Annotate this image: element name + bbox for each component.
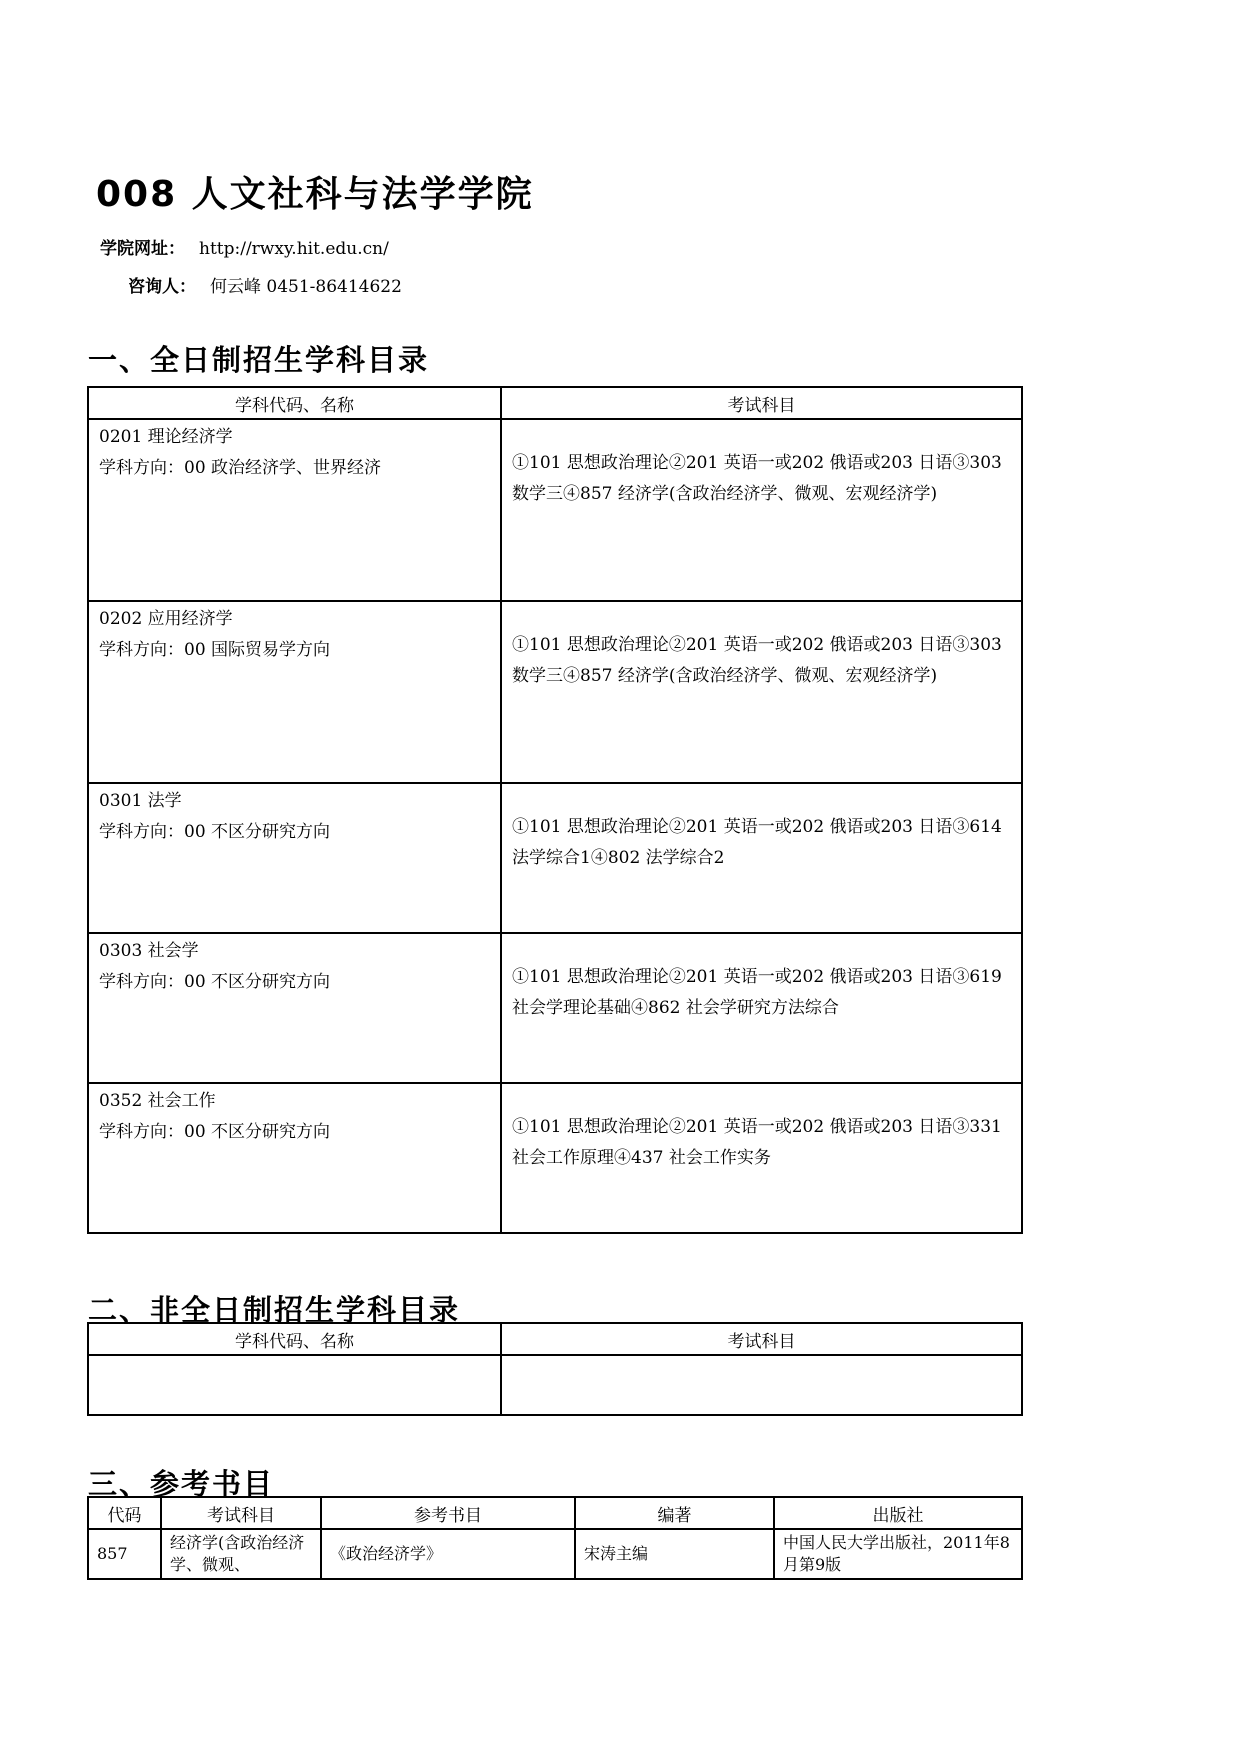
subject-code-name: 0303 社会学: [99, 941, 199, 961]
subject-cell: [88, 1083, 501, 1233]
subject-code-name: 0202 应用经济学: [99, 609, 233, 629]
section-heading-references: 三、参考书目: [88, 1467, 275, 1501]
subject-cell: [88, 933, 501, 1083]
parttime-catalog-table: [87, 1322, 1023, 1416]
fulltime-catalog-table: [87, 386, 1023, 1234]
table-row: [88, 419, 1022, 601]
column-header-exam: 考试科目: [501, 1323, 1022, 1355]
exam-subjects: ①101 思想政治理论②201 英语一或202 俄语或203 日语③331 社会工作原理④437 社会工作实务: [512, 1117, 1002, 1168]
empty-cell: [501, 1355, 1022, 1415]
ref-subject-text: 经济学(含政治经济学、微观、: [170, 1533, 305, 1574]
ref-author-cell: 宋涛主编: [575, 1529, 774, 1579]
subject-direction: 学科方向：00 政治经济学、世界经济: [99, 458, 382, 478]
contact-value: 何云峰 0451-86414622: [210, 277, 402, 297]
subject-cell: [88, 783, 501, 933]
exam-cell: [501, 783, 1022, 933]
exam-cell: [501, 933, 1022, 1083]
exam-subjects: ①101 思想政治理论②201 英语一或202 俄语或203 日语③303 数学三④857 经济学(含政治经济学、微观、宏观经济学): [512, 635, 1002, 686]
subject-code-name: 0352 社会工作: [99, 1091, 216, 1111]
column-header-subject: 学科代码、名称: [88, 1323, 501, 1355]
column-header-code: 代码: [88, 1497, 161, 1529]
column-header-publisher: 出版社: [774, 1497, 1022, 1529]
table-header-row: [88, 1323, 1022, 1355]
table-row: [88, 783, 1022, 933]
subject-code-name: 0201 理论经济学: [99, 427, 233, 447]
table-header-row: [88, 1497, 1022, 1529]
website-label: 学院网址：: [100, 239, 185, 259]
reference-books-table: [87, 1496, 1023, 1580]
table-row: [88, 933, 1022, 1083]
exam-subjects: ①101 思想政治理论②201 英语一或202 俄语或203 日语③303 数学三④857 经济学(含政治经济学、微观、宏观经济学): [512, 453, 1002, 504]
contact-label: 咨询人：: [128, 277, 196, 297]
section-heading-fulltime: 一、全日制招生学科目录: [88, 343, 430, 377]
column-header-exam-subject: 考试科目: [161, 1497, 321, 1529]
column-header-author: 编著: [575, 1497, 774, 1529]
table-header-row: [88, 387, 1022, 419]
section-heading-parttime: 二、非全日制招生学科目录: [88, 1293, 461, 1327]
table-row: [88, 1083, 1022, 1233]
subject-direction: 学科方向：00 不区分研究方向: [99, 972, 331, 992]
ref-code-cell: 857: [88, 1529, 161, 1579]
subject-cell: [88, 419, 501, 601]
page-title: 008 人文社科与法学学院: [96, 174, 534, 215]
ref-subject-cell: [161, 1529, 321, 1579]
subject-direction: 学科方向：00 国际贸易学方向: [99, 640, 331, 660]
ref-book-cell: 《政治经济学》: [321, 1529, 575, 1579]
exam-cell: [501, 419, 1022, 601]
website-link[interactable]: http://rwxy.hit.edu.cn/: [199, 239, 389, 259]
table-row: [88, 601, 1022, 783]
column-header-subject: 学科代码、名称: [88, 387, 501, 419]
exam-subjects: ①101 思想政治理论②201 英语一或202 俄语或203 日语③619 社会学理论基础④862 社会学研究方法综合: [512, 967, 1002, 1018]
exam-cell: [501, 1083, 1022, 1233]
column-header-exam: 考试科目: [501, 387, 1022, 419]
exam-subjects: ①101 思想政治理论②201 英语一或202 俄语或203 日语③614 法学综合1④802 法学综合2: [512, 817, 1002, 868]
subject-direction: 学科方向：00 不区分研究方向: [99, 1122, 331, 1142]
subject-direction: 学科方向：00 不区分研究方向: [99, 822, 331, 842]
contact-line: [128, 272, 402, 297]
table-row-empty: [88, 1355, 1022, 1415]
exam-cell: [501, 601, 1022, 783]
empty-cell: [88, 1355, 501, 1415]
subject-cell: [88, 601, 501, 783]
subject-code-name: 0301 法学: [99, 791, 182, 811]
ref-publisher-cell: 中国人民大学出版社，2011年8月第9版: [774, 1529, 1022, 1579]
website-line: [100, 234, 389, 259]
column-header-book: 参考书目: [321, 1497, 575, 1529]
table-row: [88, 1529, 1022, 1579]
